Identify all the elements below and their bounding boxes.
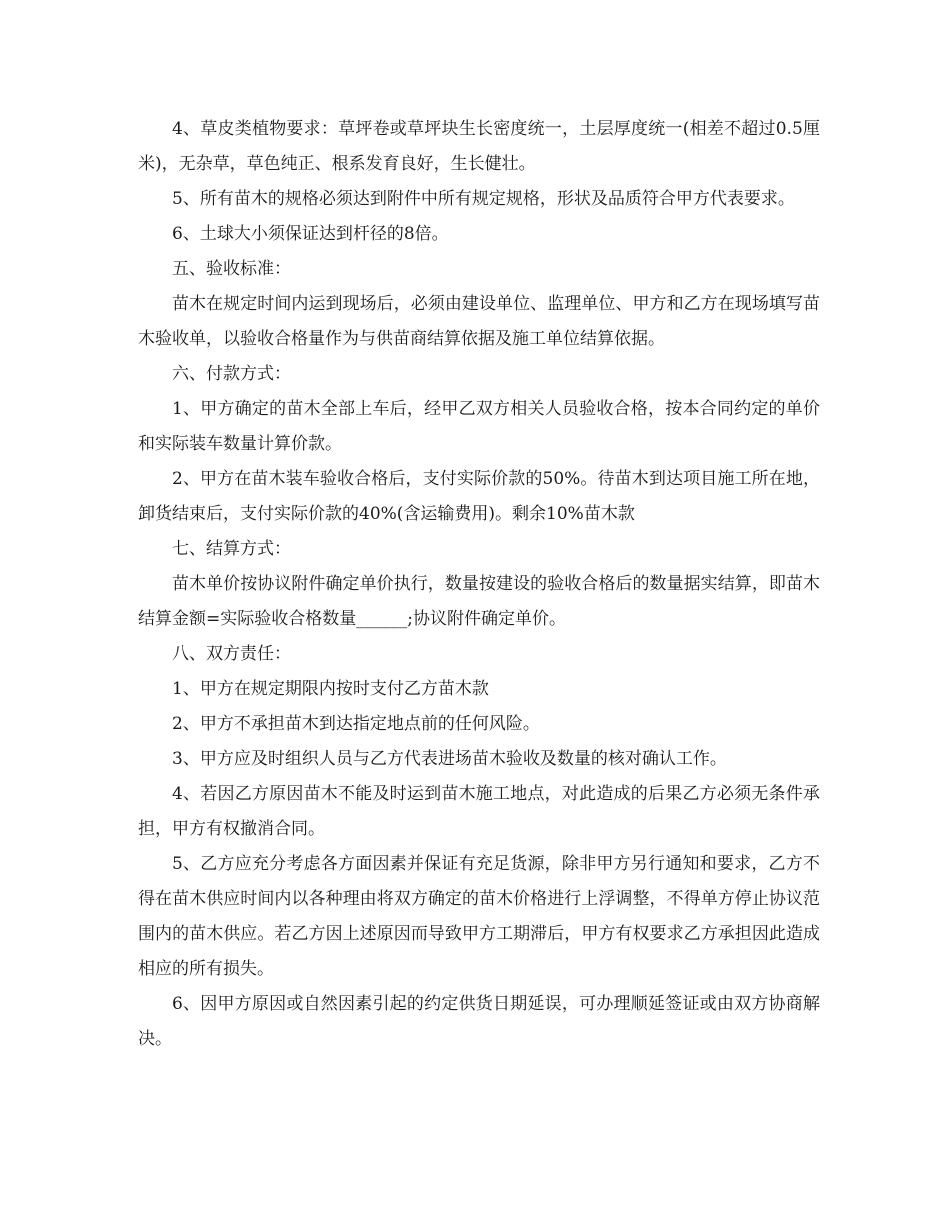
document-body xyxy=(138,112,820,1057)
paragraph-responsibility-5: 5、乙方应充分考虑各方面因素并保证有充足货源，除非甲方另行通知和要求，乙方不得在苗木供应时间内以各种理由将双方确定的苗木价格进行上浮调整，不得单方停止协议范围内的苗木供应。若乙方因上述原因而导致甲方工期滞后，甲方有权要求乙方承担因此造成相应的所有损失。 xyxy=(138,854,820,979)
section-heading-acceptance-standard: 五、验收标准： xyxy=(172,259,291,279)
paragraph-payment-calculation: 1、甲方确定的苗木全部上车后，经甲乙双方相关人员验收合格，按本合同约定的单价和实际装车数量计算价款。 xyxy=(138,399,820,454)
section-heading-settlement-method: 七、结算方式： xyxy=(172,539,291,559)
paragraph-responsibility-2: 2、甲方不承担苗木到达指定地点前的任何风险。 xyxy=(172,714,540,734)
section-heading-responsibilities: 八、双方责任： xyxy=(172,644,291,664)
paragraph-payment-schedule: 2、甲方在苗木装车验收合格后，支付实际价款的50%。待苗木到达项目施工所在地，卸货结束后，支付实际价款的40%(含运输费用)。剩余10%苗木款 xyxy=(138,469,820,524)
paragraph-responsibility-1: 1、甲方在规定期限内按时支付乙方苗木款 xyxy=(172,679,489,699)
section-heading-payment-method: 六、付款方式： xyxy=(172,364,291,384)
paragraph-responsibility-6: 6、因甲方原因或自然因素引起的约定供货日期延误，可办理顺延签证或由双方协商解决。 xyxy=(138,994,820,1049)
paragraph-responsibility-4: 4、若因乙方原因苗木不能及时运到苗木施工地点，对此造成的后果乙方必须无条件承担，甲方有权撤消合同。 xyxy=(138,784,820,839)
paragraph-responsibility-3: 3、甲方应及时组织人员与乙方代表进场苗木验收及数量的核对确认工作。 xyxy=(172,749,727,769)
paragraph-acceptance-procedure: 苗木在规定时间内运到现场后，必须由建设单位、监理单位、甲方和乙方在现场填写苗木验收单，以验收合格量作为与供苗商结算依据及施工单位结算依据。 xyxy=(138,294,820,349)
paragraph-grass-requirements: 4、草皮类植物要求：草坪卷或草坪块生长密度统一，土层厚度统一(相差不超过0.5厘米)，无杂草，草色纯正、根系发育良好，生长健壮。 xyxy=(138,119,820,174)
paragraph-settlement-formula: 苗木单价按协议附件确定单价执行，数量按建设的验收合格后的数量据实结算，即苗木结算金额=实际验收合格数量______;协议附件确定单价。 xyxy=(138,574,820,629)
paragraph-seedling-specs: 5、所有苗木的规格必须达到附件中所有规定规格，形状及品质符合甲方代表要求。 xyxy=(172,189,795,209)
paragraph-soil-ball-size: 6、土球大小须保证达到杆径的8倍。 xyxy=(172,224,449,244)
